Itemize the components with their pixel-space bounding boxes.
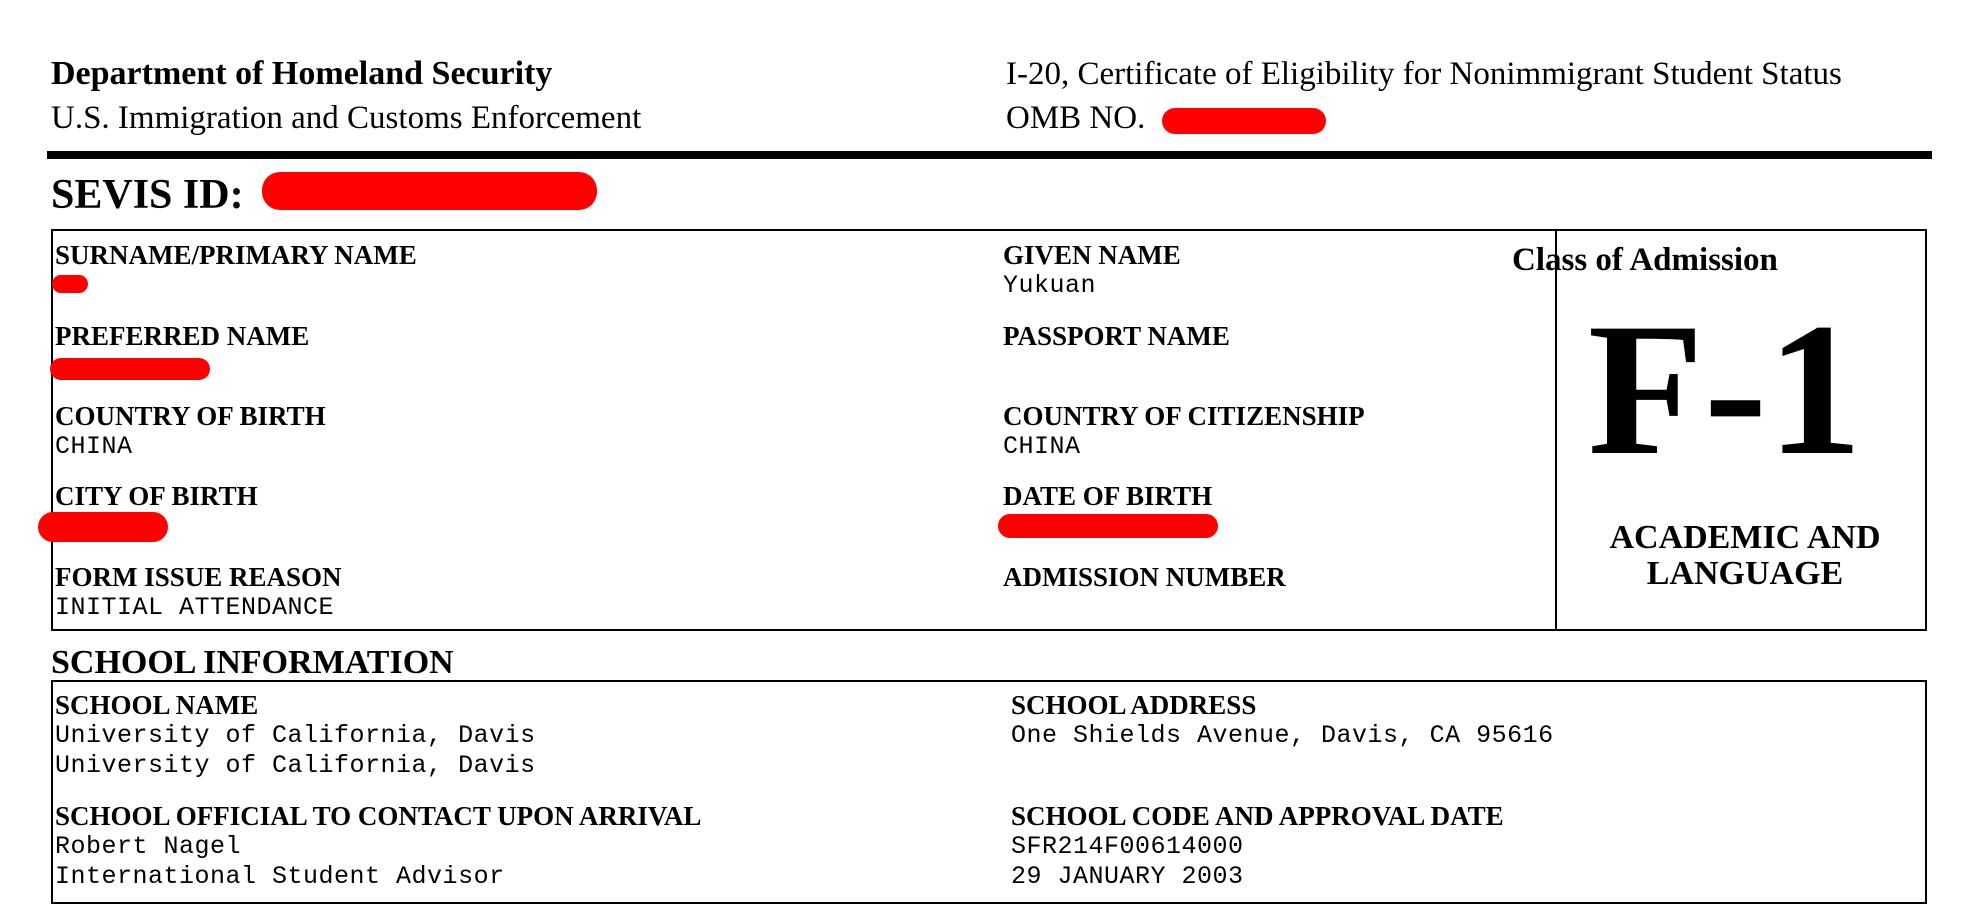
class-of-admission-value: F-1 (1587, 285, 1863, 495)
country-of-birth-value: CHINA (55, 432, 133, 461)
given-name-label: GIVEN NAME (1003, 240, 1181, 270)
date-of-birth-redaction (998, 514, 1218, 538)
date-of-birth-label: DATE OF BIRTH (1003, 481, 1213, 511)
school-address-label: SCHOOL ADDRESS (1011, 690, 1257, 720)
country-of-birth-field (55, 400, 326, 462)
surname-label: SURNAME/PRIMARY NAME (55, 240, 417, 270)
school-address-line: One Shields Avenue, Davis, CA 95616 (1011, 721, 1554, 750)
country-of-citizenship-label: COUNTRY OF CITIZENSHIP (1003, 401, 1365, 431)
box-divider (1555, 231, 1557, 629)
school-official-label: SCHOOL OFFICIAL TO CONTACT UPON ARRIVAL (55, 801, 702, 831)
school-info-title: SCHOOL INFORMATION (51, 644, 454, 681)
header-divider (47, 151, 1932, 159)
preferred-name-label: PREFERRED NAME (55, 321, 310, 351)
school-official-field (55, 800, 701, 892)
sub-agency-name: U.S. Immigration and Customs Enforcement (51, 100, 642, 136)
omb-redaction (1154, 104, 1324, 128)
school-official-line: Robert Nagel (55, 832, 242, 861)
admission-number-label: ADMISSION NUMBER (1003, 562, 1286, 592)
form-header-title (1006, 52, 1842, 140)
country-of-citizenship-value: CHINA (1003, 432, 1081, 461)
passport-name-field (1003, 320, 1230, 352)
sevis-id-redaction (262, 172, 597, 210)
sevis-id (51, 168, 244, 222)
sevis-id-label: SEVIS ID: (51, 172, 244, 218)
class-of-admission-category: ACADEMIC AND LANGUAGE (1609, 519, 1881, 592)
country-of-citizenship-field (1003, 400, 1365, 462)
omb-number (1006, 96, 1842, 140)
surname-field (55, 239, 417, 271)
school-name-field (55, 689, 536, 781)
country-of-birth-label: COUNTRY OF BIRTH (55, 401, 326, 431)
given-name-field (1003, 239, 1181, 301)
preferred-name-field (55, 320, 309, 352)
agency-name: Department of Homeland Security (51, 55, 553, 92)
city-of-birth-field (55, 480, 258, 512)
school-code-label: SCHOOL CODE AND APPROVAL DATE (1011, 801, 1504, 831)
preferred-name-redaction (50, 358, 210, 380)
city-of-birth-redaction (38, 512, 168, 542)
form-issue-reason-label: FORM ISSUE REASON (55, 562, 342, 592)
school-name-line: University of California, Davis (55, 721, 536, 750)
school-name-label: SCHOOL NAME (55, 690, 259, 720)
given-name-value: Yukuan (1003, 271, 1097, 300)
admission-number-field (1003, 561, 1286, 593)
school-address-field (1011, 689, 1554, 751)
form-header-agency (51, 52, 641, 140)
form-issue-reason-value: INITIAL ATTENDANCE (55, 593, 335, 622)
omb-label: OMB NO. (1006, 100, 1146, 136)
date-of-birth-field (1003, 480, 1212, 512)
school-approval-date-line: 29 JANUARY 2003 (1011, 862, 1244, 891)
school-code-field (1011, 800, 1504, 892)
form-issue-reason-field (55, 561, 342, 623)
school-code-line: SFR214F00614000 (1011, 832, 1244, 861)
class-of-admission-title: Class of Admission (1512, 242, 1778, 278)
school-name-line: University of California, Davis (55, 751, 536, 780)
school-official-line: International Student Advisor (55, 862, 505, 891)
passport-name-label: PASSPORT NAME (1003, 321, 1230, 351)
surname-redaction (52, 275, 88, 293)
city-of-birth-label: CITY OF BIRTH (55, 481, 258, 511)
form-title: I-20, Certificate of Eligibility for Nonimmigrant Student Status (1006, 56, 1842, 92)
